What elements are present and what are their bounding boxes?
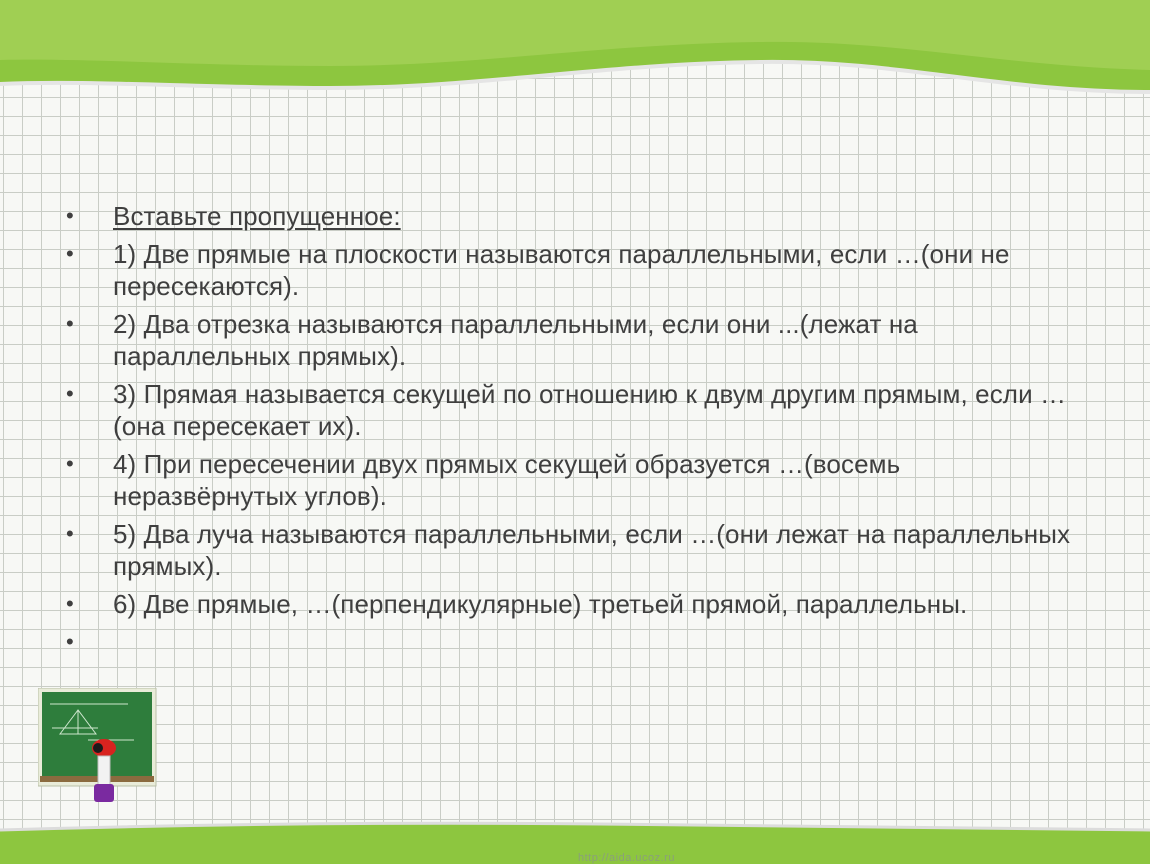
bullet-icon: • <box>66 241 74 266</box>
list-item-text: 5) Два луча называются параллельными, если …(они лежат на параллельных прямых). <box>113 519 1071 581</box>
list-item-text: 2) Два отрезка называются параллельными, если они ...(лежат на параллельных прямых). <box>113 309 918 371</box>
chalkboard-teacher-icon <box>38 688 158 806</box>
list-item <box>66 448 1076 512</box>
bullet-icon: • <box>66 629 74 654</box>
list-item-empty <box>66 626 1076 658</box>
bullet-icon: • <box>66 203 74 228</box>
list-item <box>66 308 1076 372</box>
bullet-icon: • <box>66 381 74 406</box>
bullet-icon: • <box>66 521 74 546</box>
bullet-icon: • <box>66 311 74 336</box>
list-item-text: 4) При пересечении двух прямых секущей образуется …(восемь неразвёрнутых углов). <box>113 449 901 511</box>
list-item-text: 3) Прямая называется секущей по отношению к двум другим прямым, если …(она пересекает их). <box>113 379 1067 441</box>
bottom-green-wave-band <box>0 804 1150 864</box>
bullet-icon: • <box>66 591 74 616</box>
bullet-icon: • <box>66 451 74 476</box>
list-item <box>66 518 1076 582</box>
list-item-heading <box>66 200 1076 232</box>
list-item <box>66 588 1076 620</box>
top-green-wave-band <box>0 0 1150 140</box>
list-item <box>66 238 1076 302</box>
watermark-url: http://aida.ucoz.ru <box>578 852 675 864</box>
slide-heading: Вставьте пропущенное: <box>113 201 401 231</box>
list-item-text <box>113 627 120 657</box>
list-item-text: 6) Две прямые, …(перпендикулярные) третьей прямой, параллельны. <box>113 589 968 619</box>
list-item-text: 1) Две прямые на плоскости называются параллельными, если …(они не пересекаются). <box>113 239 1010 301</box>
slide-content <box>66 200 1076 664</box>
list-item <box>66 378 1076 442</box>
